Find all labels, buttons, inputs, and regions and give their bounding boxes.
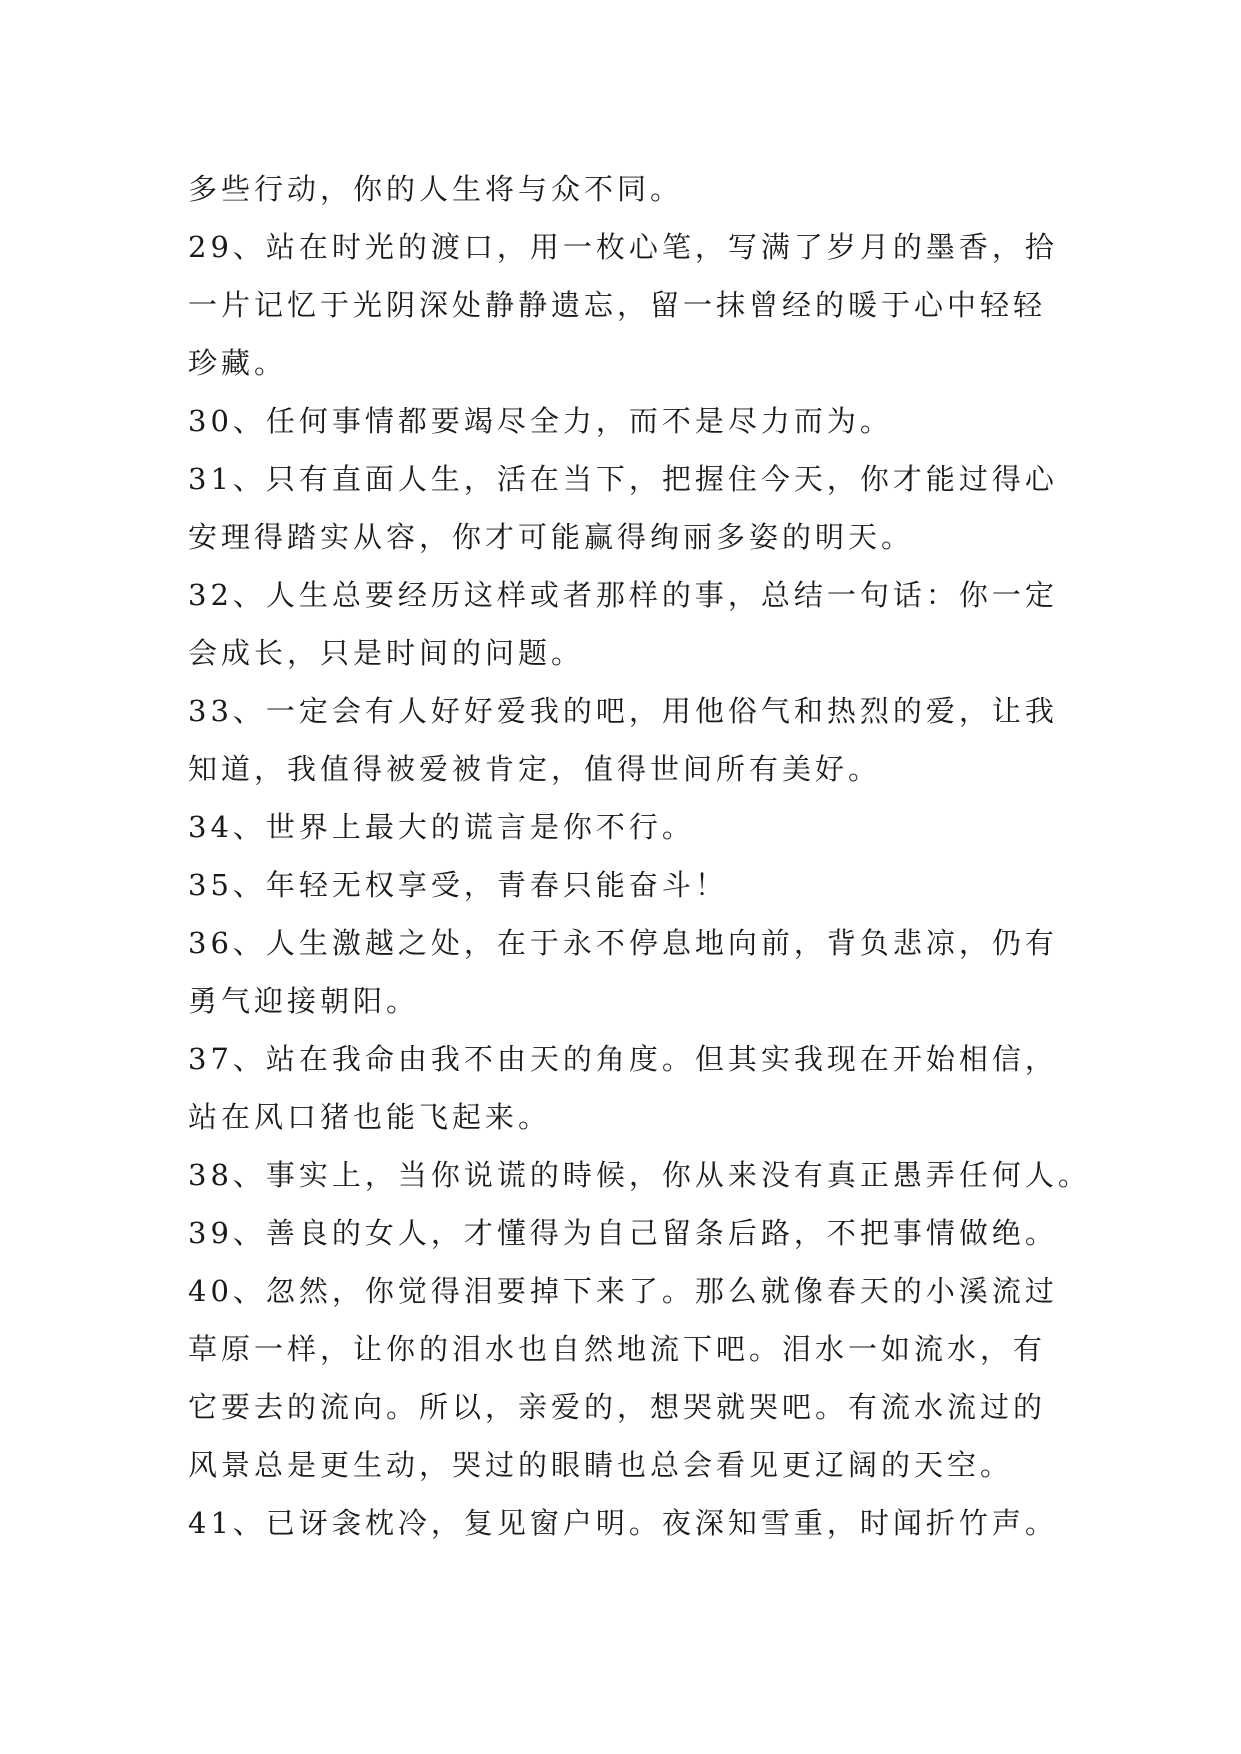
text-line: 会成长，只是时间的问题。 xyxy=(188,636,585,670)
text-line: 39、善良的女人，才懂得为自己留条后路，不把事情做绝。 xyxy=(188,1216,1058,1250)
text-line: 安理得踏实从容，你才可能赢得绚丽多姿的明天。 xyxy=(188,520,915,554)
text-line: 珍藏。 xyxy=(188,346,288,380)
text-line: 风景总是更生动，哭过的眼睛也总会看见更辽阔的天空。 xyxy=(188,1448,1014,1482)
text-line: 35、年轻无权享受，青春只能奋斗！ xyxy=(188,868,728,902)
text-line: 它要去的流向。所以，亲爱的，想哭就哭吧。有流水流过的 xyxy=(188,1390,1047,1424)
text-line: 一片记忆于光阴深处静静遗忘，留一抹曾经的暖于心中轻轻 xyxy=(188,288,1047,322)
text-line: 38、事实上，当你说谎的時候，你从来没有真正愚弄任何人。 xyxy=(188,1158,1091,1192)
text-line: 40、忽然，你觉得泪要掉下来了。那么就像春天的小溪流过 xyxy=(188,1274,1058,1308)
text-line: 33、一定会有人好好爱我的吧，用他俗气和热烈的爱，让我 xyxy=(188,694,1058,728)
text-line: 36、人生激越之处，在于永不停息地向前，背负悲凉，仍有 xyxy=(188,926,1058,960)
text-line: 草原一样，让你的泪水也自然地流下吧。泪水一如流水，有 xyxy=(188,1332,1047,1366)
text-line: 31、只有直面人生，活在当下，把握住今天，你才能过得心 xyxy=(188,462,1058,496)
text-line: 37、站在我命由我不由天的角度。但其实我现在开始相信， xyxy=(188,1042,1058,1076)
text-line: 站在风口猪也能飞起来。 xyxy=(188,1100,552,1134)
text-line: 30、任何事情都要竭尽全力，而不是尽力而为。 xyxy=(188,404,893,438)
text-line: 勇气迎接朝阳。 xyxy=(188,984,420,1018)
text-line: 多些行动，你的人生将与众不同。 xyxy=(188,172,684,206)
text-line: 34、世界上最大的谎言是你不行。 xyxy=(188,810,695,844)
text-line: 41、已讶衾枕冷，复见窗户明。夜深知雪重，时闻折竹声。 xyxy=(188,1506,1058,1540)
text-line: 32、人生总要经历这样或者那样的事，总结一句话：你一定 xyxy=(188,578,1058,612)
document-body xyxy=(188,160,1091,1552)
text-line: 29、站在时光的渡口，用一枚心笔，写满了岁月的墨香，拾 xyxy=(188,230,1058,264)
text-line: 知道，我值得被爱被肯定，值得世间所有美好。 xyxy=(188,752,882,786)
